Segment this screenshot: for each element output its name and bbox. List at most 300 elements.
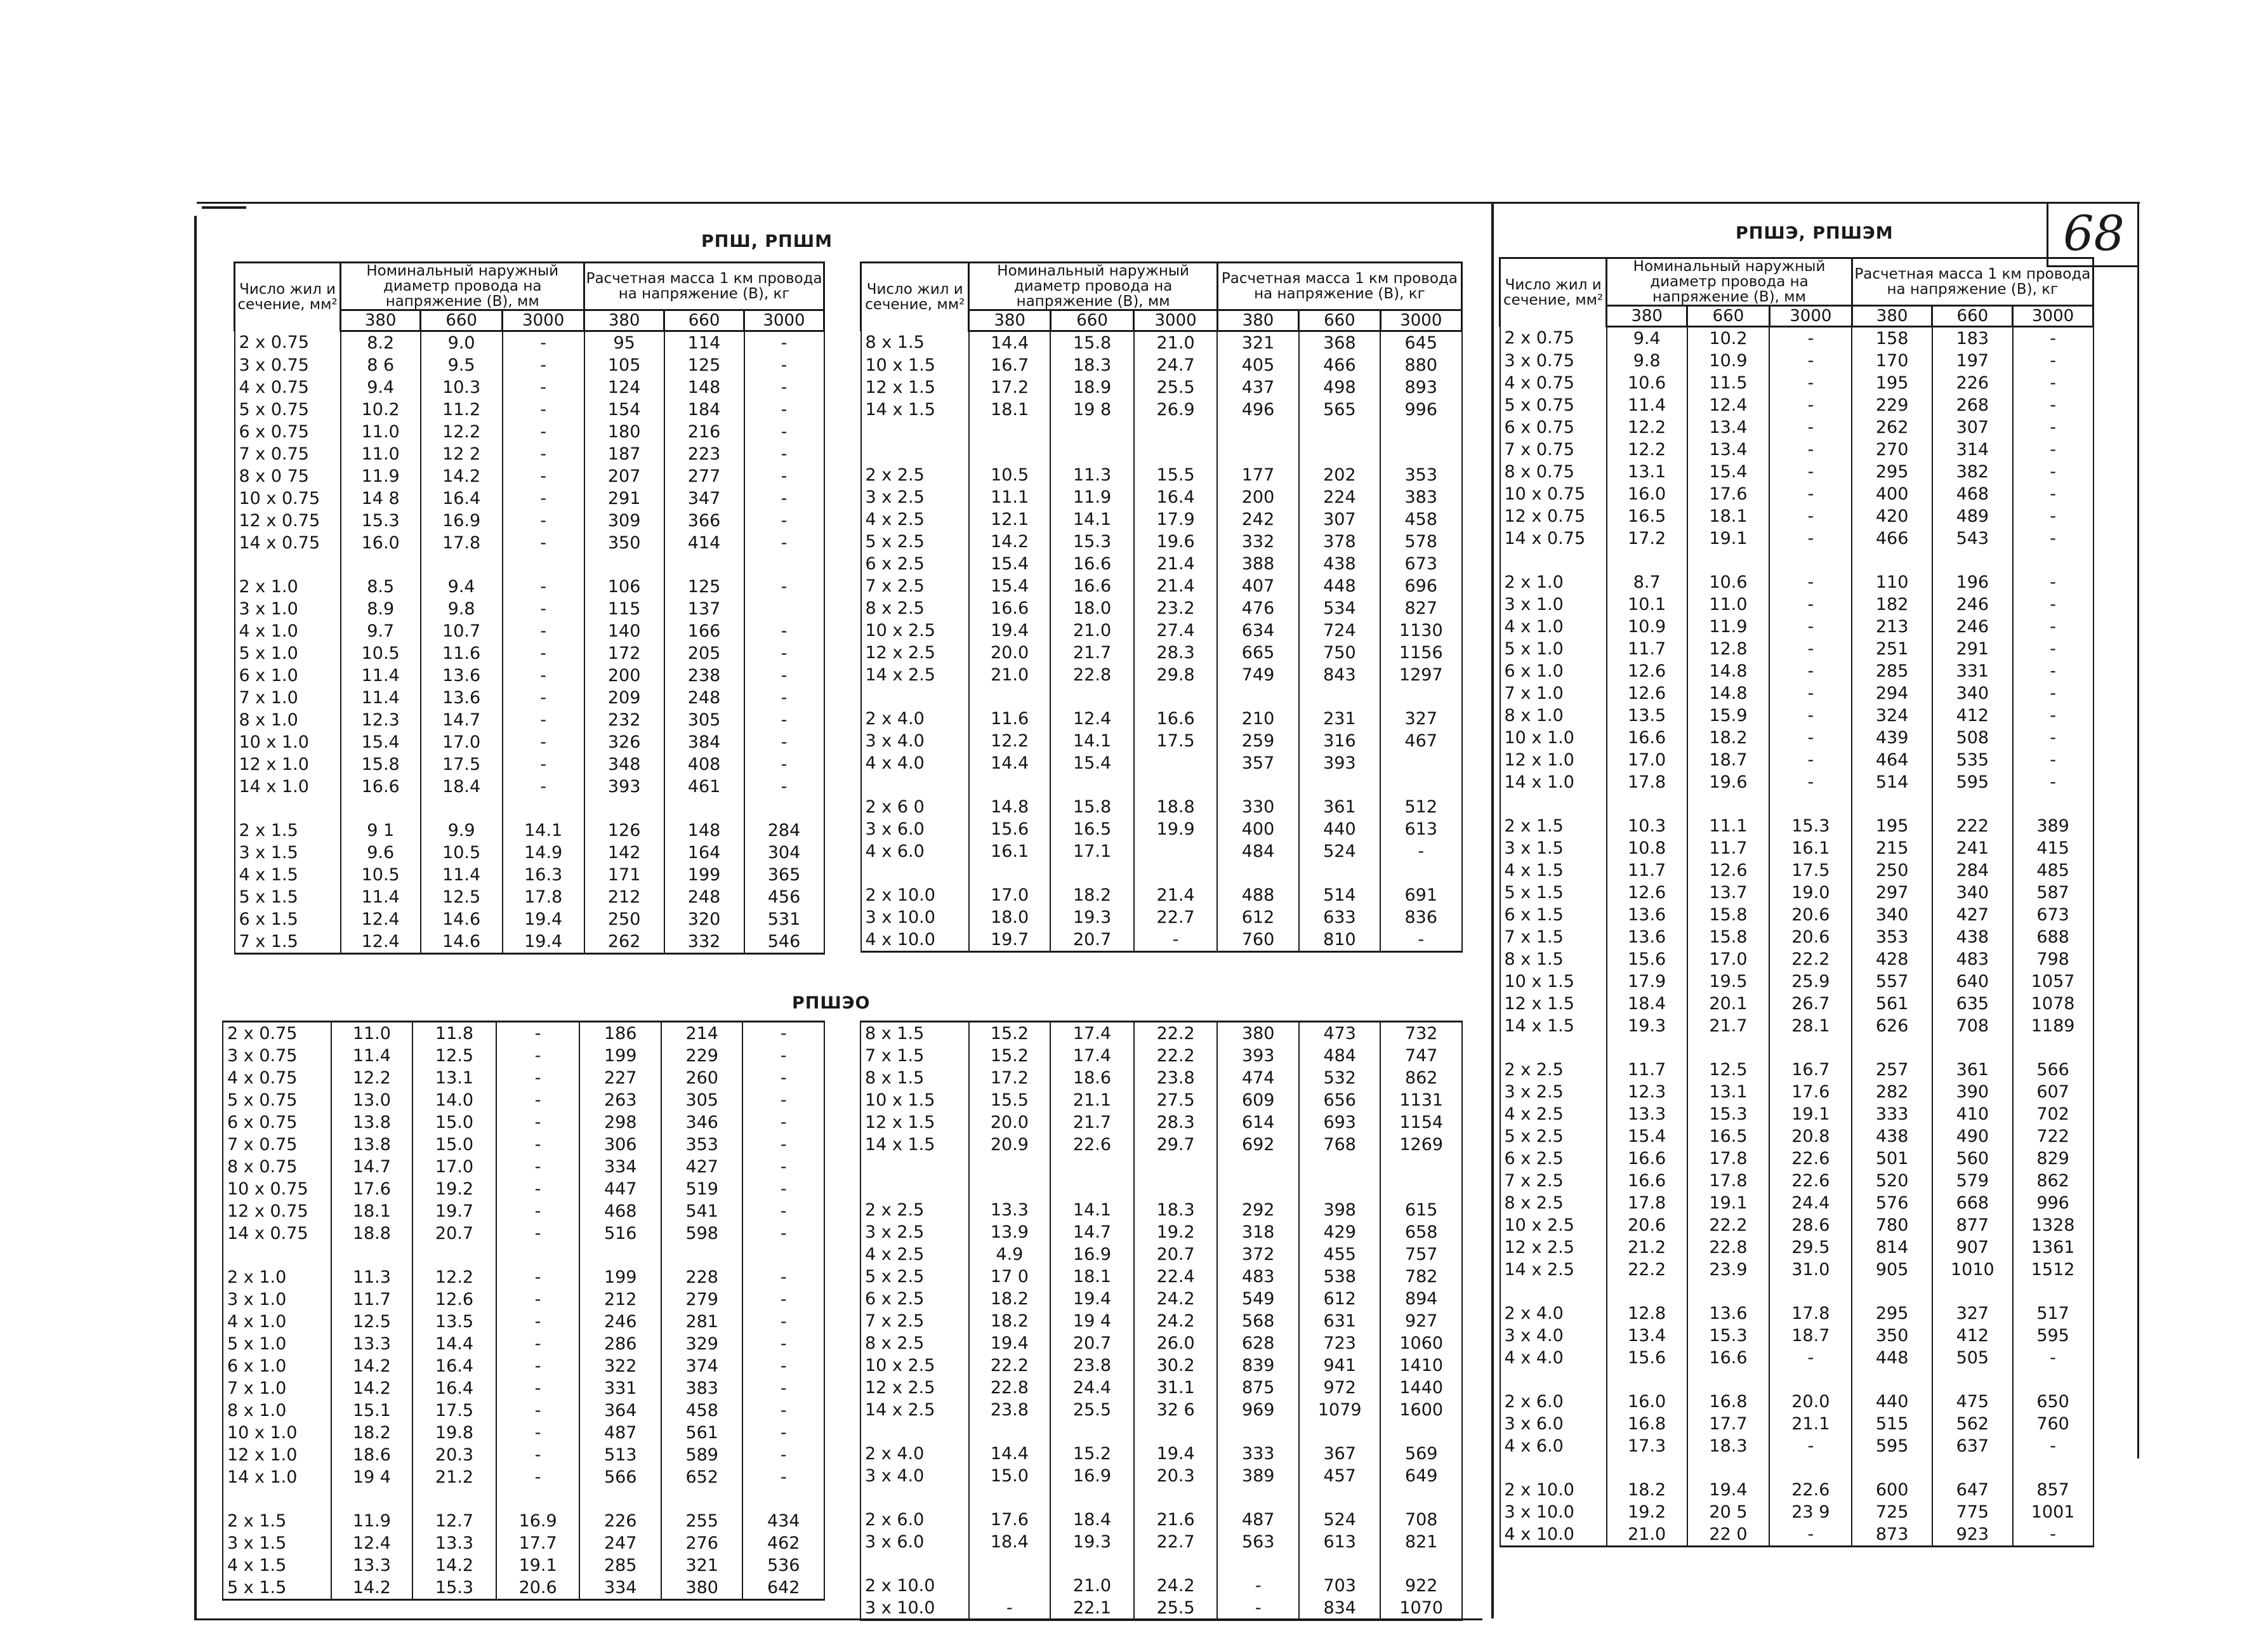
cell-diameter: 18.7 (1769, 1325, 1852, 1347)
table-row (1500, 704, 2093, 727)
cell-mass: 448 (1299, 575, 1380, 597)
cell-mass: - (1380, 929, 1461, 952)
cell-mass: 205 (664, 642, 744, 665)
cell-diameter: 22.6 (1769, 1479, 1852, 1501)
table-row (861, 863, 1462, 884)
cell-mass: 466 (1299, 354, 1380, 376)
cell-section: 10 x 0.75 (223, 1178, 331, 1200)
table-row (1500, 1347, 2093, 1369)
cell-mass: 566 (579, 1466, 661, 1488)
cell-mass: 125 (664, 576, 744, 598)
cell-mass (1380, 1156, 1462, 1177)
cell-diameter: 15.3 (341, 510, 421, 532)
cell-diameter: - (503, 687, 584, 709)
cell-section: 8 x 2.5 (1500, 1192, 1607, 1214)
cell-diameter: 31.0 (1769, 1259, 1852, 1281)
cell-diameter: 19.6 (1687, 771, 1770, 793)
cell-diameter: 22.2 (969, 1354, 1051, 1377)
cell-mass: 106 (584, 576, 664, 598)
cell-section: 14 x 2.5 (1500, 1259, 1607, 1281)
cell-diameter: - (503, 421, 584, 443)
cell-mass: - (1217, 1575, 1299, 1597)
table-row (861, 796, 1462, 818)
cell-mass: 483 (1932, 948, 2013, 970)
cell-mass: - (744, 620, 824, 642)
cell-mass: 760 (2013, 1413, 2093, 1435)
cell-diameter: 28.6 (1769, 1214, 1852, 1236)
cell-diameter: - (1769, 616, 1852, 638)
table-row (1500, 1148, 2093, 1170)
cell-diameter: 14 8 (341, 487, 421, 510)
cell-mass (1932, 793, 2013, 815)
cell-mass: 187 (584, 443, 664, 465)
cell-mass: - (744, 753, 824, 776)
cell-diameter: 14.2 (969, 531, 1050, 553)
cell-mass (1932, 1457, 2013, 1479)
cell-diameter: 20.6 (1769, 904, 1852, 926)
cell-mass: 880 (1380, 354, 1461, 376)
cell-diameter: 15.3 (1687, 1103, 1770, 1125)
cell-diameter (412, 1488, 496, 1510)
cell-diameter: - (1769, 372, 1852, 394)
cell-mass: - (742, 1399, 824, 1422)
table-row (861, 906, 1462, 929)
cell-section: 4 x 2.5 (1500, 1103, 1607, 1125)
cell-section: 5 x 0.75 (223, 1089, 331, 1111)
cell-diameter: 17.2 (969, 376, 1050, 399)
cell-mass: 393 (1299, 752, 1380, 774)
cell-mass: 665 (1217, 642, 1298, 664)
table-row (223, 1200, 824, 1222)
cell-mass: 520 (1852, 1170, 1932, 1192)
table-row (1500, 1435, 2093, 1457)
cell-diameter: 14.9 (503, 842, 584, 864)
header-mass: Расчетная масса 1 км провода на напряжение (В), кг (1852, 258, 2093, 306)
cell-mass: 642 (742, 1577, 824, 1600)
cell-section: 5 x 2.5 (1500, 1125, 1607, 1148)
cell-diameter: 13.1 (1607, 461, 1687, 483)
cell-diameter: 16.9 (496, 1510, 580, 1532)
cell-mass: 207 (584, 465, 664, 487)
cell-section: 2 x 0.75 (1500, 327, 1607, 350)
cell-mass: 276 (661, 1532, 743, 1554)
cell-section: 3 x 0.75 (223, 1045, 331, 1067)
cell-section: 3 x 6.0 (860, 1531, 969, 1553)
cell-diameter: 16.8 (1607, 1413, 1687, 1435)
cell-section: 8 x 1.5 (1500, 948, 1607, 970)
cell-diameter: 11.3 (331, 1266, 413, 1288)
cell-mass: 628 (1217, 1332, 1299, 1354)
cell-diameter: 17.4 (1050, 1045, 1134, 1067)
cell-mass: 1328 (2013, 1214, 2093, 1236)
cell-mass: 626 (1852, 1015, 1932, 1037)
cell-diameter: 11.4 (421, 864, 503, 886)
cell-mass (1217, 1553, 1299, 1575)
cell-diameter: - (496, 1178, 580, 1200)
table-row (1500, 1081, 2093, 1103)
table-row (1500, 837, 2093, 859)
cell-diameter (331, 1245, 413, 1266)
cell-section: 10 x 1.0 (1500, 727, 1607, 749)
header-voltage: 3000 (1380, 310, 1461, 331)
cell-mass: 238 (664, 665, 744, 687)
cell-mass: 757 (1380, 1243, 1462, 1266)
table-rpsh-right (860, 261, 1463, 953)
cell-mass: 248 (664, 886, 744, 908)
table-row (235, 354, 824, 376)
cell-diameter: 12.5 (421, 886, 503, 908)
table-row (1500, 1125, 2093, 1148)
cell-section: 4 x 1.5 (1500, 859, 1607, 882)
cell-diameter: 29.7 (1134, 1134, 1218, 1156)
cell-diameter: 23.8 (1050, 1354, 1134, 1377)
cell-diameter: 12.4 (341, 930, 421, 954)
cell-diameter (1050, 1156, 1134, 1177)
cell-diameter: 16.4 (412, 1377, 496, 1399)
cell-section (1500, 793, 1607, 815)
cell-mass: 224 (1299, 486, 1380, 508)
table-row (235, 798, 824, 819)
cell-diameter: 19.3 (1050, 1531, 1134, 1553)
table-row (1500, 1413, 2093, 1435)
cell-diameter: 12.7 (412, 1510, 496, 1532)
cell-diameter: 17.7 (1687, 1413, 1770, 1435)
cell-diameter: 19.4 (503, 908, 584, 930)
cell-diameter: 12.6 (1607, 660, 1687, 682)
cell-section: 3 x 2.5 (1500, 1081, 1607, 1103)
table-row (861, 399, 1462, 421)
cell-mass: 1070 (1380, 1597, 1462, 1620)
cell-mass (2013, 1281, 2093, 1302)
table-row (235, 532, 824, 554)
cell-diameter: 9 1 (341, 819, 421, 842)
cell-diameter: - (1769, 682, 1852, 704)
cell-mass: 696 (1380, 575, 1461, 597)
cell-diameter: 17.6 (1769, 1081, 1852, 1103)
header-mass: Расчетная масса 1 км провода на напряжение (В), кг (584, 263, 824, 310)
cell-section: 14 x 1.0 (1500, 771, 1607, 793)
cell-diameter: 18.9 (1050, 376, 1134, 399)
cell-diameter: 19.7 (412, 1200, 496, 1222)
cell-mass: 305 (661, 1089, 743, 1111)
cell-diameter: 10.2 (341, 399, 421, 421)
cell-diameter: 16.1 (969, 840, 1050, 863)
cell-diameter: 17.6 (1687, 483, 1770, 505)
cell-mass: 140 (584, 620, 664, 642)
cell-diameter: 21.7 (1050, 1111, 1134, 1134)
cell-diameter: - (503, 620, 584, 642)
cell-mass: 972 (1299, 1377, 1381, 1399)
cell-diameter: 13.6 (421, 665, 503, 687)
cell-mass: 490 (1932, 1125, 2013, 1148)
table-row (235, 376, 824, 399)
table-row (860, 1553, 1462, 1575)
cell-mass: 172 (584, 642, 664, 665)
cell-diameter (1050, 686, 1134, 708)
header-voltage: 380 (584, 310, 664, 331)
cell-section: 3 x 2.5 (860, 1221, 969, 1243)
cell-diameter (1050, 421, 1134, 442)
cell-mass: - (744, 487, 824, 510)
cell-diameter: 18.8 (331, 1222, 413, 1245)
cell-section: 4 x 6.0 (861, 840, 969, 863)
cell-mass: - (742, 1422, 824, 1444)
cell-diameter: 12.2 (412, 1266, 496, 1288)
cell-section: 5 x 2.5 (861, 531, 969, 553)
cell-mass: 389 (1217, 1465, 1299, 1487)
cell-diameter: 20.3 (1134, 1465, 1218, 1487)
cell-section (861, 442, 969, 464)
cell-diameter: 9.8 (421, 598, 503, 620)
cell-diameter: 13.3 (331, 1333, 413, 1355)
cell-mass: 498 (1299, 376, 1380, 399)
cell-mass: 438 (1299, 553, 1380, 575)
cell-mass: 647 (1932, 1479, 2013, 1501)
table-row (223, 1355, 824, 1377)
cell-mass: 412 (1932, 1325, 2013, 1347)
cell-mass: 750 (1299, 642, 1380, 664)
cell-mass: 213 (1852, 616, 1932, 638)
cell-diameter: 18.1 (331, 1200, 413, 1222)
cell-diameter: 13.8 (331, 1134, 413, 1156)
cell-section: 2 x 4.0 (1500, 1302, 1607, 1325)
cell-mass: 613 (1380, 818, 1461, 840)
cell-diameter: 21.0 (1134, 331, 1218, 355)
cell-section: 8 x 1.5 (860, 1022, 969, 1045)
cell-mass: 941 (1299, 1354, 1381, 1377)
cell-mass: 587 (2013, 882, 2093, 904)
cell-diameter: 17.9 (1134, 508, 1218, 531)
cell-diameter: 9.7 (341, 620, 421, 642)
cell-mass (742, 1488, 824, 1510)
cell-mass: - (744, 399, 824, 421)
table-row (235, 665, 824, 687)
cell-diameter: 13.1 (1687, 1081, 1770, 1103)
cell-section: 2 x 1.0 (223, 1266, 331, 1288)
cell-mass: 457 (1299, 1465, 1381, 1487)
cell-diameter: 21.2 (1607, 1236, 1687, 1259)
cell-diameter: 19 4 (1050, 1310, 1134, 1332)
cell-diameter: - (496, 1266, 580, 1288)
cell-diameter: - (1769, 571, 1852, 593)
cell-diameter: 10.6 (1687, 571, 1770, 593)
cell-section: 3 x 10.0 (1500, 1501, 1607, 1523)
cell-section: 4 x 4.0 (861, 752, 969, 774)
table-row (235, 620, 824, 642)
cell-mass: 183 (1932, 327, 2013, 350)
table-row (1500, 1192, 2093, 1214)
table-row (1500, 882, 2093, 904)
cell-mass: - (2013, 704, 2093, 727)
cell-section: 5 x 1.0 (235, 642, 341, 665)
table-row (860, 1177, 1462, 1199)
cell-mass: 250 (584, 908, 664, 930)
cell-diameter (969, 1156, 1051, 1177)
cell-section: 5 x 1.5 (1500, 882, 1607, 904)
cell-mass: 277 (664, 465, 744, 487)
table-row (1500, 483, 2093, 505)
cell-mass: 708 (1932, 1015, 2013, 1037)
cell-mass: 1060 (1380, 1332, 1462, 1354)
cell-mass: - (742, 1089, 824, 1111)
header-section: Число жил и сечение, мм² (1500, 258, 1607, 327)
cell-mass (1380, 421, 1461, 442)
table-row (860, 1022, 1462, 1045)
cell-diameter: 13.6 (1687, 1302, 1770, 1325)
cell-diameter: 17.7 (496, 1532, 580, 1554)
cell-mass (584, 798, 664, 819)
cell-mass: 873 (1852, 1523, 1932, 1547)
cell-mass (1852, 1281, 1932, 1302)
cell-mass: 782 (1380, 1266, 1462, 1288)
cell-mass: 232 (584, 709, 664, 731)
table-row (1500, 505, 2093, 527)
cell-diameter: 15.4 (969, 553, 1050, 575)
cell-diameter: 18.1 (1050, 1266, 1134, 1288)
cell-mass (1299, 863, 1380, 884)
cell-diameter (969, 1575, 1051, 1597)
cell-mass: - (742, 1288, 824, 1311)
cell-mass: 105 (584, 354, 664, 376)
table-row (861, 553, 1462, 575)
table-row (223, 1045, 824, 1067)
cell-diameter: 10.5 (421, 842, 503, 864)
table-row (1500, 416, 2093, 439)
cell-mass: 334 (579, 1577, 661, 1600)
cell-diameter: 11.4 (341, 886, 421, 908)
cell-mass: 347 (664, 487, 744, 510)
cell-mass: - (2013, 616, 2093, 638)
cell-section: 2 x 1.5 (223, 1510, 331, 1532)
cell-mass: 390 (1932, 1081, 2013, 1103)
cell-mass: 295 (1852, 1302, 1932, 1325)
cell-diameter: 12.5 (1687, 1059, 1770, 1081)
cell-mass: - (2013, 372, 2093, 394)
cell-section: 12 x 0.75 (1500, 505, 1607, 527)
cell-diameter: 16.6 (1607, 1148, 1687, 1170)
cell-diameter: 16.9 (1050, 1465, 1134, 1487)
cell-mass: 440 (1852, 1391, 1932, 1413)
cell-diameter: 11.9 (331, 1510, 413, 1532)
cell-mass: 321 (661, 1554, 743, 1577)
cell-mass: - (2013, 483, 2093, 505)
cell-mass: 668 (1932, 1192, 2013, 1214)
table-row (1500, 1059, 2093, 1081)
table-row (1500, 682, 2093, 704)
cell-mass (1932, 1281, 2013, 1302)
cell-mass: 1010 (1932, 1259, 2013, 1281)
cell-mass: 538 (1299, 1266, 1381, 1288)
header-mass: Расчетная масса 1 км провода на напряжение (В), кг (1217, 263, 1461, 310)
cell-diameter: 8.5 (341, 576, 421, 598)
cell-mass: 708 (1380, 1509, 1462, 1531)
cell-diameter: 15.4 (1607, 1125, 1687, 1148)
cell-diameter: 17.4 (1050, 1022, 1134, 1045)
cell-diameter: 16.5 (1607, 505, 1687, 527)
cell-mass: 260 (661, 1067, 743, 1089)
section-title-rpshe: РПШЭ, РПШЭМ (1736, 223, 1894, 243)
cell-diameter: 13.4 (1687, 439, 1770, 461)
cell-diameter: 8.9 (341, 598, 421, 620)
cell-mass: 393 (584, 776, 664, 798)
table-row (1500, 1259, 2093, 1281)
cell-mass: 488 (1217, 884, 1298, 906)
cell-diameter: 18.1 (969, 399, 1050, 421)
cell-mass: 514 (1299, 884, 1380, 906)
cell-section: 12 x 2.5 (1500, 1236, 1607, 1259)
cell-mass: 569 (1380, 1443, 1462, 1465)
cell-diameter: 18.7 (1687, 749, 1770, 771)
cell-section: 7 x 1.0 (1500, 682, 1607, 704)
cell-diameter: 15.2 (969, 1045, 1051, 1067)
cell-diameter: - (496, 1200, 580, 1222)
cell-mass: 505 (1932, 1347, 2013, 1369)
table-row (1500, 638, 2093, 660)
cell-diameter: 12.2 (969, 730, 1050, 752)
cell-diameter: 24.4 (1050, 1377, 1134, 1399)
cell-mass: 214 (661, 1022, 743, 1045)
cell-mass: 295 (1852, 461, 1932, 483)
cell-diameter: 23.9 (1687, 1259, 1770, 1281)
cell-mass: 600 (1852, 1479, 1932, 1501)
cell-mass: 595 (2013, 1325, 2093, 1347)
cell-diameter: 17.6 (969, 1509, 1051, 1531)
cell-diameter: 13.3 (969, 1199, 1051, 1221)
cell-section: 8 x 0 75 (235, 465, 341, 487)
cell-mass: 516 (579, 1222, 661, 1245)
cell-section: 14 x 1.0 (235, 776, 341, 798)
cell-diameter: - (503, 532, 584, 554)
cell-mass (1299, 1156, 1381, 1177)
cell-mass: 246 (579, 1311, 661, 1333)
page-border-top (197, 202, 2140, 204)
cell-diameter: 13.6 (1607, 904, 1687, 926)
cell-mass: 110 (1852, 571, 1932, 593)
cell-diameter (1134, 442, 1218, 464)
cell-diameter: 19.4 (1050, 1288, 1134, 1310)
cell-section: 8 x 2.5 (861, 597, 969, 619)
cell-diameter: 9.5 (421, 354, 503, 376)
cell-section: 12 x 1.0 (235, 753, 341, 776)
table-row (223, 1111, 824, 1134)
table-rpsheo-right (860, 1021, 1463, 1621)
cell-section: 4 x 1.5 (223, 1554, 331, 1577)
cell-mass: 561 (1852, 993, 1932, 1015)
cell-mass: 380 (1217, 1022, 1299, 1045)
cell-mass: 209 (584, 687, 664, 709)
table-row (860, 1597, 1462, 1620)
cell-mass: - (2013, 1435, 2093, 1457)
cell-diameter: 10.9 (1607, 616, 1687, 638)
cell-diameter: 17.5 (421, 753, 503, 776)
table-row (860, 1487, 1462, 1509)
cell-mass: 650 (2013, 1391, 2093, 1413)
cell-diameter: 18.4 (1607, 993, 1687, 1015)
cell-mass (1380, 442, 1461, 464)
cell-section: 7 x 0.75 (1500, 439, 1607, 461)
cell-mass: - (742, 1067, 824, 1089)
cell-diameter: 13.3 (412, 1532, 496, 1554)
table-row (223, 1377, 824, 1399)
cell-mass: 1078 (2013, 993, 2093, 1015)
cell-diameter: 16.5 (1050, 818, 1134, 840)
cell-mass: 455 (1299, 1243, 1381, 1266)
cell-mass: 326 (584, 731, 664, 753)
table-row (1500, 1457, 2093, 1479)
table-row (861, 508, 1462, 531)
cell-diameter: 17.0 (421, 731, 503, 753)
cell-mass: 475 (1932, 1391, 2013, 1413)
